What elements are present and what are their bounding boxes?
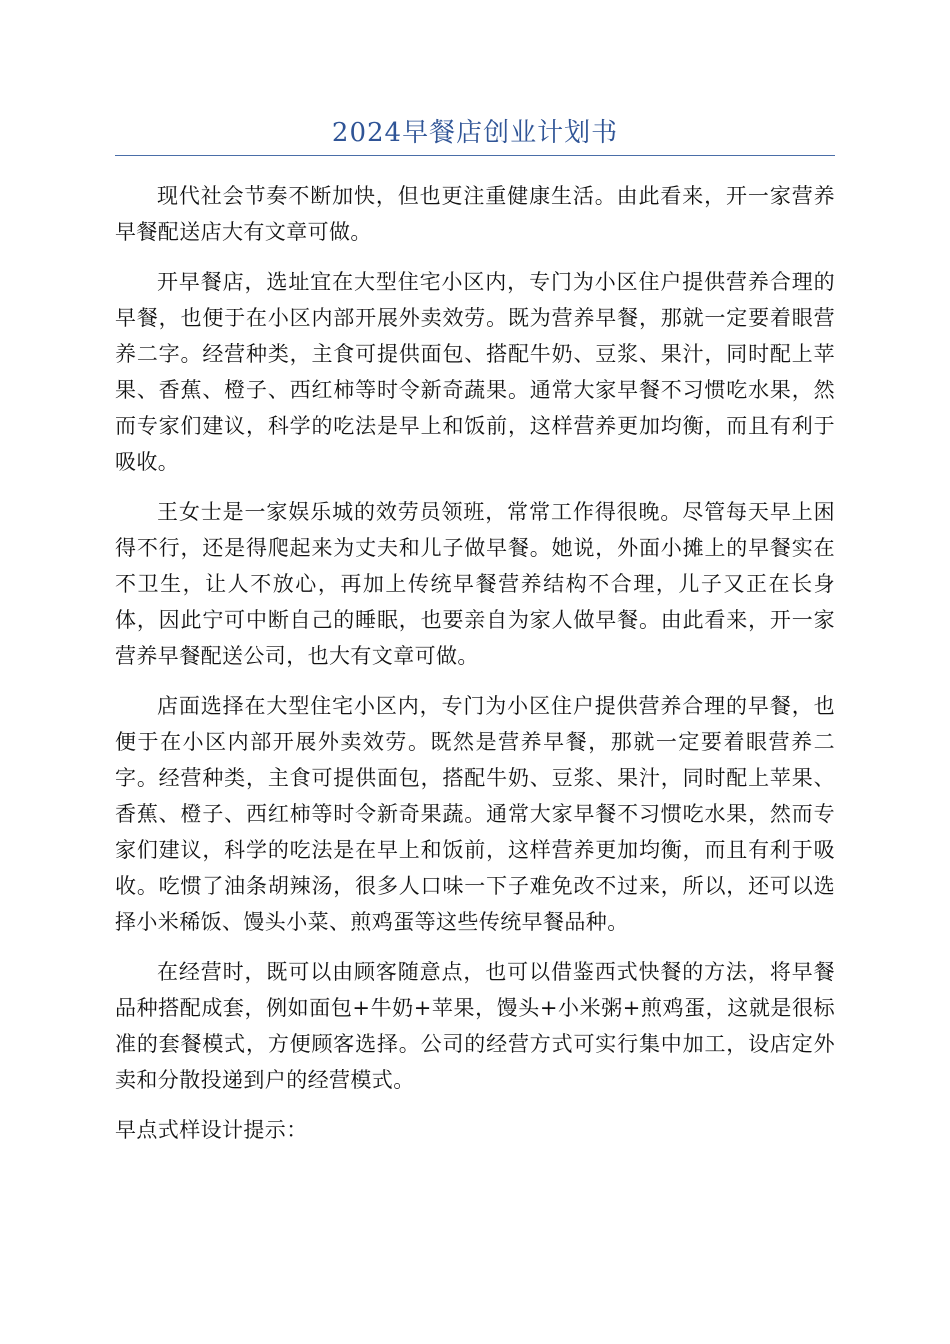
paragraph-5: 在经营时，既可以由顾客随意点，也可以借鉴西式快餐的方法，将早餐品种搭配成套，例如面包+牛奶+苹果，馒头+小米粥+煎鸡蛋，这就是很标准的套餐模式，方便顾客选择。公司的经营方式可实行集中加工，设店定外卖和分散投递到户的经营模式。: [115, 960, 835, 1092]
document-title: 2024早餐店创业计划书: [115, 113, 835, 156]
paragraph-3: 王女士是一家娱乐城的效劳员领班，常常工作得很晚。尽管每天早上困得不行，还是得爬起来为丈夫和儿子做早餐。她说，外面小摊上的早餐实在不卫生，让人不放心，再加上传统早餐营养结构不合理，儿子又正在长身体，因此宁可中断自己的睡眠，也要亲自为家人做早餐。由此看来，开一家营养早餐配送公司，也大有文章可做。: [115, 500, 835, 668]
document-body: [115, 178, 835, 1162]
paragraph-1: 现代社会节奏不断加快，但也更注重健康生活。由此看来，开一家营养早餐配送店大有文章可做。: [115, 184, 835, 244]
paragraph-4: 店面选择在大型住宅小区内，专门为小区住户提供营养合理的早餐，也便于在小区内部开展外卖效劳。既然是营养早餐，那就一定要着眼营养二字。经营种类，主食可提供面包，搭配牛奶、豆浆、果汁，同时配上苹果、香蕉、橙子、西红柿等时令新奇果蔬。通常大家早餐不习惯吃水果，然而专家们建议，科学的吃法是在早上和饭前，这样营养更加均衡，而且有利于吸收。吃惯了油条胡辣汤，很多人口味一下子难免改不过来，所以，还可以选择小米稀饭、馒头小菜、煎鸡蛋等这些传统早餐品种。: [115, 694, 835, 934]
section-label: 早点式样设计提示：: [115, 1118, 308, 1142]
paragraph-2: 开早餐店，选址宜在大型住宅小区内，专门为小区住户提供营养合理的早餐，也便于在小区内部开展外卖效劳。既为营养早餐，那就一定要着眼营养二字。经营种类，主食可提供面包、搭配牛奶、豆浆、果汁，同时配上苹果、香蕉、橙子、西红柿等时令新奇蔬果。通常大家早餐不习惯吃水果，然而专家们建议，科学的吃法是早上和饭前，这样营养更加均衡，而且有利于吸收。: [115, 270, 835, 474]
